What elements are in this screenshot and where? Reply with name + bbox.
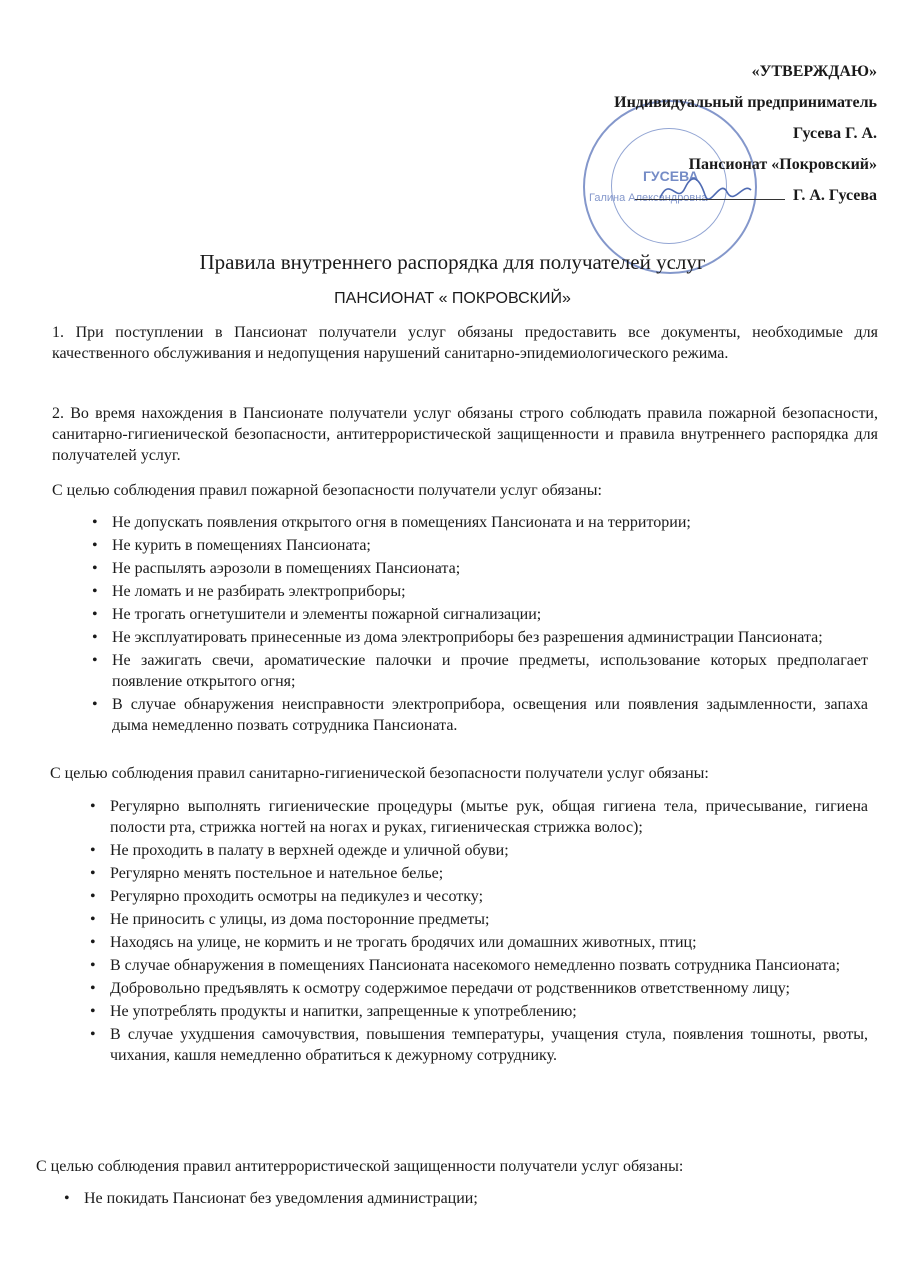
- list-item: • Не ломать и не разбирать электроприборы;: [88, 581, 868, 602]
- fire-safety-list: [88, 512, 868, 738]
- signature-underline: [635, 199, 785, 200]
- list-item: • В случае обнаружения неисправности электроприбора, освещения или появления задымленности, запаха дыма немедленно позвать сотрудника Пансионата.: [88, 694, 868, 736]
- list-item: • Регулярно проходить осмотры на педикулез и чесотку;: [86, 886, 868, 907]
- sanitary-list: [86, 796, 868, 1068]
- approval-block: [457, 56, 877, 211]
- list-item: • Не трогать огнетушители и элементы пожарной сигнализации;: [88, 604, 868, 625]
- paragraph-2: 2. Во время нахождения в Пансионате получатели услуг обязаны строго соблюдать правила пожарной безопасности, санитарно-гигиенической безопасности, антитеррористической защищенности и правила внутреннего распорядка для получателей услуг.: [52, 405, 878, 464]
- list-item: • Не приносить с улицы, из дома посторонние предметы;: [86, 909, 868, 930]
- seal-text-name: Галина Александровна: [589, 192, 708, 204]
- fire-safety-lead: С целью соблюдения правил пожарной безопасности получатели услуг обязаны:: [52, 482, 602, 499]
- list-item: • Не курить в помещениях Пансионата;: [88, 535, 868, 556]
- sanitary-lead: С целью соблюдения правил санитарно-гигиенической безопасности получатели услуг обязаны:: [50, 765, 709, 782]
- approver-position: Индивидуальный предприниматель: [614, 94, 877, 111]
- antiterror-lead: С целью соблюдения правил антитеррористической защищенности получатели услуг обязаны:: [36, 1158, 684, 1175]
- approver-name: Гусева Г. А.: [792, 125, 877, 142]
- list-item: • Не допускать появления открытого огня в помещениях Пансионата и на территории;: [88, 512, 868, 533]
- list-item: • Не эксплуатировать принесенные из дома электроприборы без разрешения администрации Пансионата;: [88, 627, 868, 648]
- signature-line: [457, 180, 877, 211]
- approve-title: «УТВЕРЖДАЮ»: [751, 63, 877, 80]
- signature-name: Г. А. Гусева: [792, 187, 877, 204]
- list-item: • Не покидать Пансионат без уведомления администрации;: [60, 1188, 860, 1209]
- list-item: • Регулярно менять постельное и нательное белье;: [86, 863, 868, 884]
- list-item: • Не распылять аэрозоли в помещениях Пансионата;: [88, 558, 868, 579]
- document-subtitle: ПАНСИОНАТ « ПОКРОВСКИЙ»: [334, 290, 571, 307]
- list-item: • Не зажигать свечи, ароматические палочки и прочие предметы, использование которых предполагает появление открытого огня;: [88, 650, 868, 692]
- list-item: • В случае обнаружения в помещениях Пансионата насекомого немедленно позвать сотрудника Пансионата;: [86, 955, 868, 976]
- approver-organization: Пансионат «Покровский»: [688, 156, 877, 173]
- seal-text-main: ГУСЕВА: [643, 168, 699, 184]
- document-title: Правила внутреннего распорядка для получателей услуг: [199, 250, 706, 274]
- list-item: • В случае ухудшения самочувствия, повышения температуры, учащения стула, появления тошноты, рвоты, чихания, кашля немедленно обратиться к дежурному сотруднику.: [86, 1024, 868, 1066]
- paragraph-1: 1. При поступлении в Пансионат получатели услуг обязаны предоставить все документы, необходимые для качественного обслуживания и недопущения нарушений санитарно-эпидемиологического режима.: [52, 324, 878, 362]
- list-item: • Находясь на улице, не кормить и не трогать бродячих или домашних животных, птиц;: [86, 932, 868, 953]
- list-item: • Не проходить в палату в верхней одежде и уличной обуви;: [86, 840, 868, 861]
- antiterror-list: [60, 1188, 860, 1211]
- list-item: • Регулярно выполнять гигиенические процедуры (мытье рук, общая гигиена тела, причесывание, гигиена полости рта, стрижка ногтей на ногах и руках, гигиеническая стрижка волос);: [86, 796, 868, 838]
- list-item: • Добровольно предъявлять к осмотру содержимое передачи от родственников ответственному лицу;: [86, 978, 868, 999]
- list-item: • Не употреблять продукты и напитки, запрещенные к употреблению;: [86, 1001, 868, 1022]
